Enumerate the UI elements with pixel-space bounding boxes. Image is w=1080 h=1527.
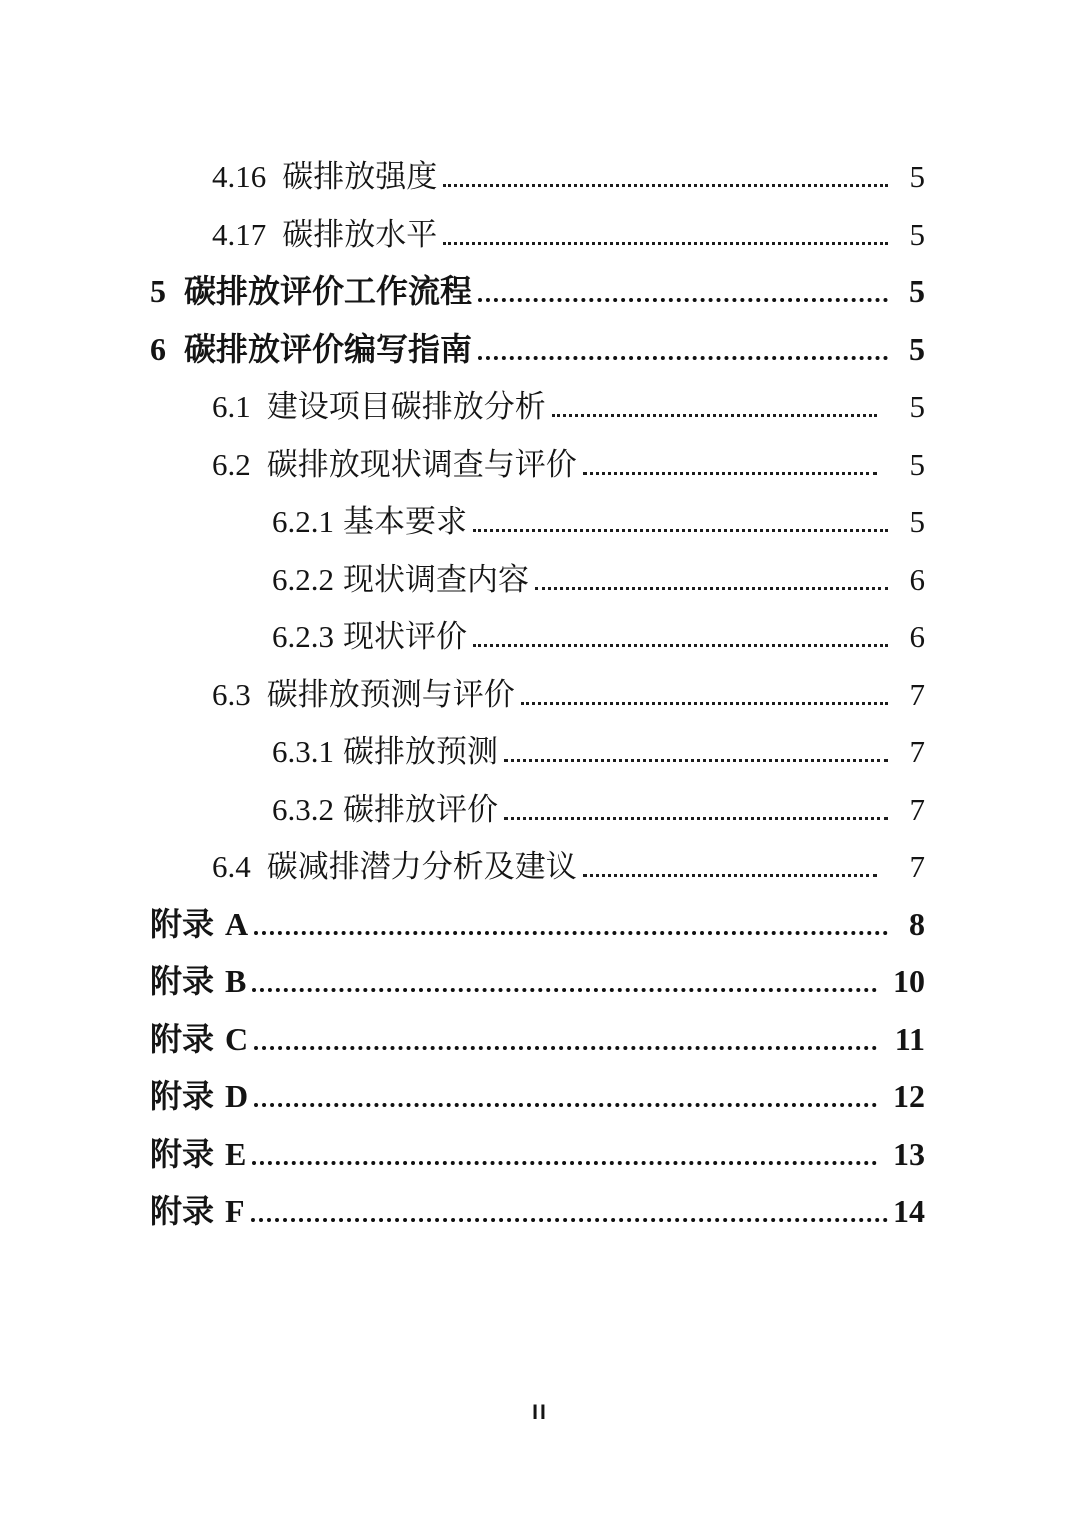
- toc-entry-label: 现状调查内容: [343, 561, 529, 597]
- toc-entry-number: 6: [150, 330, 166, 367]
- toc-entry[interactable]: [150, 666, 925, 724]
- toc-entry-page: 13: [893, 1135, 925, 1172]
- toc-entry-page: 5: [909, 504, 925, 539]
- toc-entry-number: 附录: [150, 1135, 215, 1172]
- toc-entry-page: 7: [909, 734, 925, 769]
- toc-entry-page: 7: [909, 849, 925, 884]
- toc-entry[interactable]: [150, 493, 925, 551]
- toc-entry[interactable]: [150, 1183, 925, 1241]
- toc-entry[interactable]: [150, 436, 925, 494]
- toc-entry-number: 附录: [150, 1078, 215, 1114]
- toc-entry-page: 6: [909, 561, 925, 597]
- dot-leader: [473, 644, 888, 647]
- toc-entry-page: 8: [909, 905, 925, 942]
- toc-entry-number: 6.3.2: [272, 791, 334, 827]
- toc-entry-label: 碳减排潜力分析及建议: [266, 849, 577, 884]
- toc-entry-number: 5: [150, 273, 166, 309]
- dot-leader: [251, 1218, 888, 1222]
- toc-entry-label: 碳排放水平: [282, 216, 438, 252]
- toc-entry-page: 11: [894, 1020, 925, 1057]
- toc-entry[interactable]: [150, 1011, 925, 1069]
- toc-entry-label: 碳排放评价工作流程: [184, 273, 473, 309]
- toc-entry[interactable]: [150, 321, 925, 379]
- dot-leader: [443, 242, 888, 245]
- toc-entry-number: 6.2.1: [272, 504, 334, 539]
- dot-leader: [473, 529, 888, 532]
- toc-entry-page: 7: [909, 676, 925, 712]
- toc-entry[interactable]: [150, 896, 925, 954]
- toc-entry-number: 附录: [150, 1020, 215, 1057]
- dot-leader: [535, 587, 888, 590]
- dot-leader: [443, 184, 888, 187]
- dot-leader: [254, 931, 888, 935]
- toc-entry-label: F: [225, 1193, 245, 1229]
- toc-entry-page: 5: [909, 330, 925, 367]
- page-footer: [0, 1401, 1080, 1425]
- toc-entry-label: 碳排放评价编写指南: [184, 330, 473, 367]
- toc-entry-label: 碳排放预测与评价: [266, 676, 515, 712]
- toc-entry-page: 14: [893, 1193, 925, 1229]
- toc-entry-label: D: [225, 1078, 249, 1114]
- toc-entry[interactable]: [150, 206, 925, 264]
- toc-entry[interactable]: [150, 1068, 925, 1126]
- dot-leader: [252, 1161, 877, 1165]
- toc-entry[interactable]: [150, 838, 925, 896]
- toc-entry-number: 附录: [150, 905, 215, 942]
- toc-entry-number: 6.2: [212, 446, 251, 482]
- toc-entry-number: 6.4: [212, 849, 251, 884]
- toc-entry-number: 6.2.2: [272, 561, 334, 597]
- toc-entry-number: 6.3: [212, 676, 251, 712]
- dot-leader: [504, 759, 888, 762]
- toc-entry-number: 4.17: [212, 216, 267, 252]
- toc-entry-number: 6.3.1: [272, 734, 334, 769]
- dot-leader: [254, 1103, 877, 1107]
- dot-leader: [583, 874, 877, 877]
- toc-entry-page: 6: [909, 619, 925, 654]
- toc-entry-page: 5: [909, 159, 925, 194]
- toc-entry[interactable]: [150, 953, 925, 1011]
- toc-entry-page: 7: [909, 791, 925, 827]
- toc-entry-page: 12: [893, 1078, 925, 1114]
- toc-entry[interactable]: [150, 378, 925, 436]
- toc-entry-page: 10: [893, 963, 925, 999]
- toc-entry-label: 碳排放评价: [343, 791, 498, 827]
- dot-leader: [254, 1046, 877, 1050]
- toc-entry-label: 碳排放强度: [282, 159, 438, 194]
- dot-leader: [504, 817, 888, 820]
- toc-entry[interactable]: [150, 148, 925, 206]
- dot-leader: [521, 702, 888, 705]
- toc-entry-page: 5: [909, 216, 925, 252]
- dot-leader: [583, 472, 877, 475]
- toc-entry-label: 碳排放现状调查与评价: [266, 446, 577, 482]
- toc-entry-number: 附录: [150, 963, 215, 999]
- toc-entry[interactable]: [150, 781, 925, 839]
- toc-entry-number: 6.1: [212, 389, 251, 424]
- toc-entry[interactable]: [150, 551, 925, 609]
- toc-entry-label: 现状评价: [343, 619, 467, 654]
- toc-entry[interactable]: [150, 608, 925, 666]
- toc-entry[interactable]: [150, 1126, 925, 1184]
- toc-entry-label: E: [225, 1135, 247, 1172]
- toc-entry-label: A: [225, 905, 249, 942]
- toc-entry-label: B: [225, 963, 247, 999]
- footer-page-number: II: [532, 1401, 548, 1424]
- toc-entry-page: 5: [909, 389, 925, 424]
- toc-entry-label: 碳排放预测: [343, 734, 498, 769]
- toc-entry-page: 5: [909, 273, 925, 309]
- dot-leader: [552, 414, 877, 417]
- dot-leader: [252, 988, 877, 992]
- toc-entry-label: C: [225, 1020, 249, 1057]
- toc-entry-number: 6.2.3: [272, 619, 334, 654]
- toc-entry[interactable]: [150, 723, 925, 781]
- table-of-contents: [150, 148, 925, 1241]
- toc-entry-number: 附录: [150, 1193, 215, 1229]
- toc-entry-number: 4.16: [212, 159, 267, 194]
- toc-entry[interactable]: [150, 263, 925, 321]
- toc-entry-label: 基本要求: [343, 504, 467, 539]
- dot-leader: [478, 298, 888, 302]
- dot-leader: [478, 356, 888, 360]
- toc-entry-page: 5: [909, 446, 925, 482]
- toc-entry-label: 建设项目碳排放分析: [266, 389, 546, 424]
